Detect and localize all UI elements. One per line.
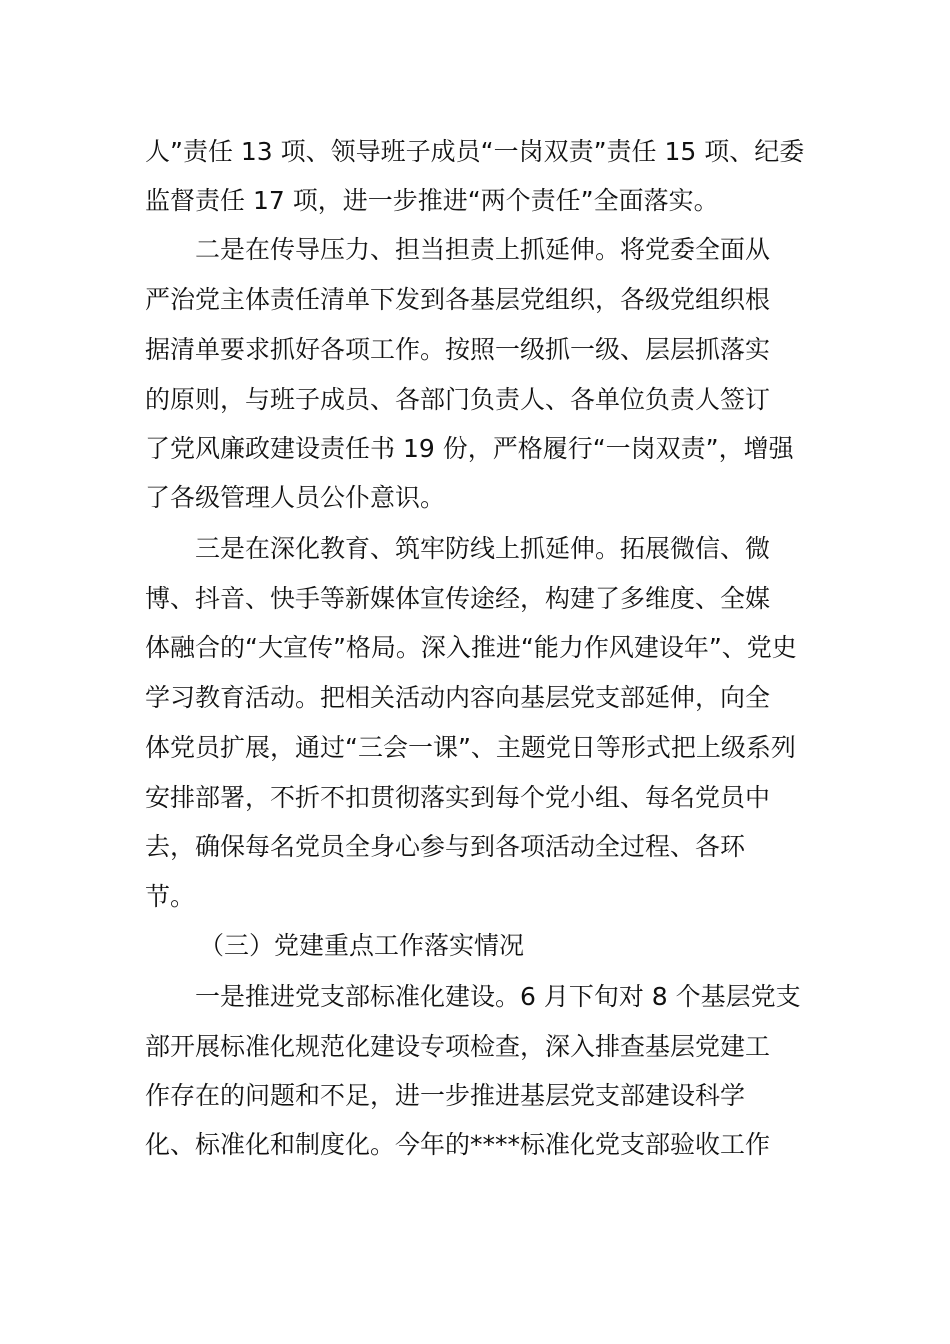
- text-line: 据清单要求抓好各项工作。按照一级抓一级、层层抓落实: [145, 335, 771, 364]
- text-line: 人”责任 13 项、领导班子成员“一岗双责”责任 15 项、纪委: [145, 137, 805, 166]
- text-line: 监督责任 17 项，进一步推进“两个责任”全面落实。: [145, 186, 719, 215]
- text-line: 安排部署，不折不扣贯彻落实到每个党小组、每名党员中: [145, 783, 771, 812]
- text-line: 部开展标准化规范化建设专项检查，深入排查基层党建工: [145, 1032, 771, 1061]
- text-line: 了党风廉政建设责任书 19 份，严格履行“一岗双责”，增强: [145, 434, 794, 463]
- section-heading: （三）党建重点工作落实情况: [199, 931, 525, 960]
- text-line: 了各级管理人员公仆意识。: [145, 483, 446, 512]
- text-line: 化、标准化和制度化。今年的****标准化党支部验收工作: [145, 1130, 771, 1159]
- text-line: 去，确保每名党员全身心参与到各项活动全过程、各环: [145, 832, 746, 861]
- text-line: 体融合的“大宣传”格局。深入推进“能力作风建设年”、党史: [145, 633, 797, 662]
- text-line: 严治党主体责任清单下发到各基层党组织，各级党组织根: [145, 285, 771, 314]
- paragraph-start-line: 三是在深化教育、筑牢防线上抓延伸。拓展微信、微: [195, 534, 771, 563]
- paragraph-start-line: 一是推进党支部标准化建设。6 月下旬对 8 个基层党支: [195, 982, 801, 1011]
- text-line: 博、抖音、快手等新媒体宣传途经，构建了多维度、全媒: [145, 584, 771, 613]
- text-line: 体党员扩展，通过“三会一课”、主题党日等形式把上级系列: [145, 733, 796, 762]
- text-line: 学习教育活动。把相关活动内容向基层党支部延伸，向全: [145, 683, 771, 712]
- paragraph-start-line: 二是在传导压力、担当担责上抓延伸。将党委全面从: [195, 235, 771, 264]
- text-line: 节。: [145, 882, 196, 911]
- text-line: 作存在的问题和不足，进一步推进基层党支部建设科学: [145, 1081, 746, 1110]
- text-line: 的原则，与班子成员、各部门负责人、各单位负责人签订: [145, 385, 771, 414]
